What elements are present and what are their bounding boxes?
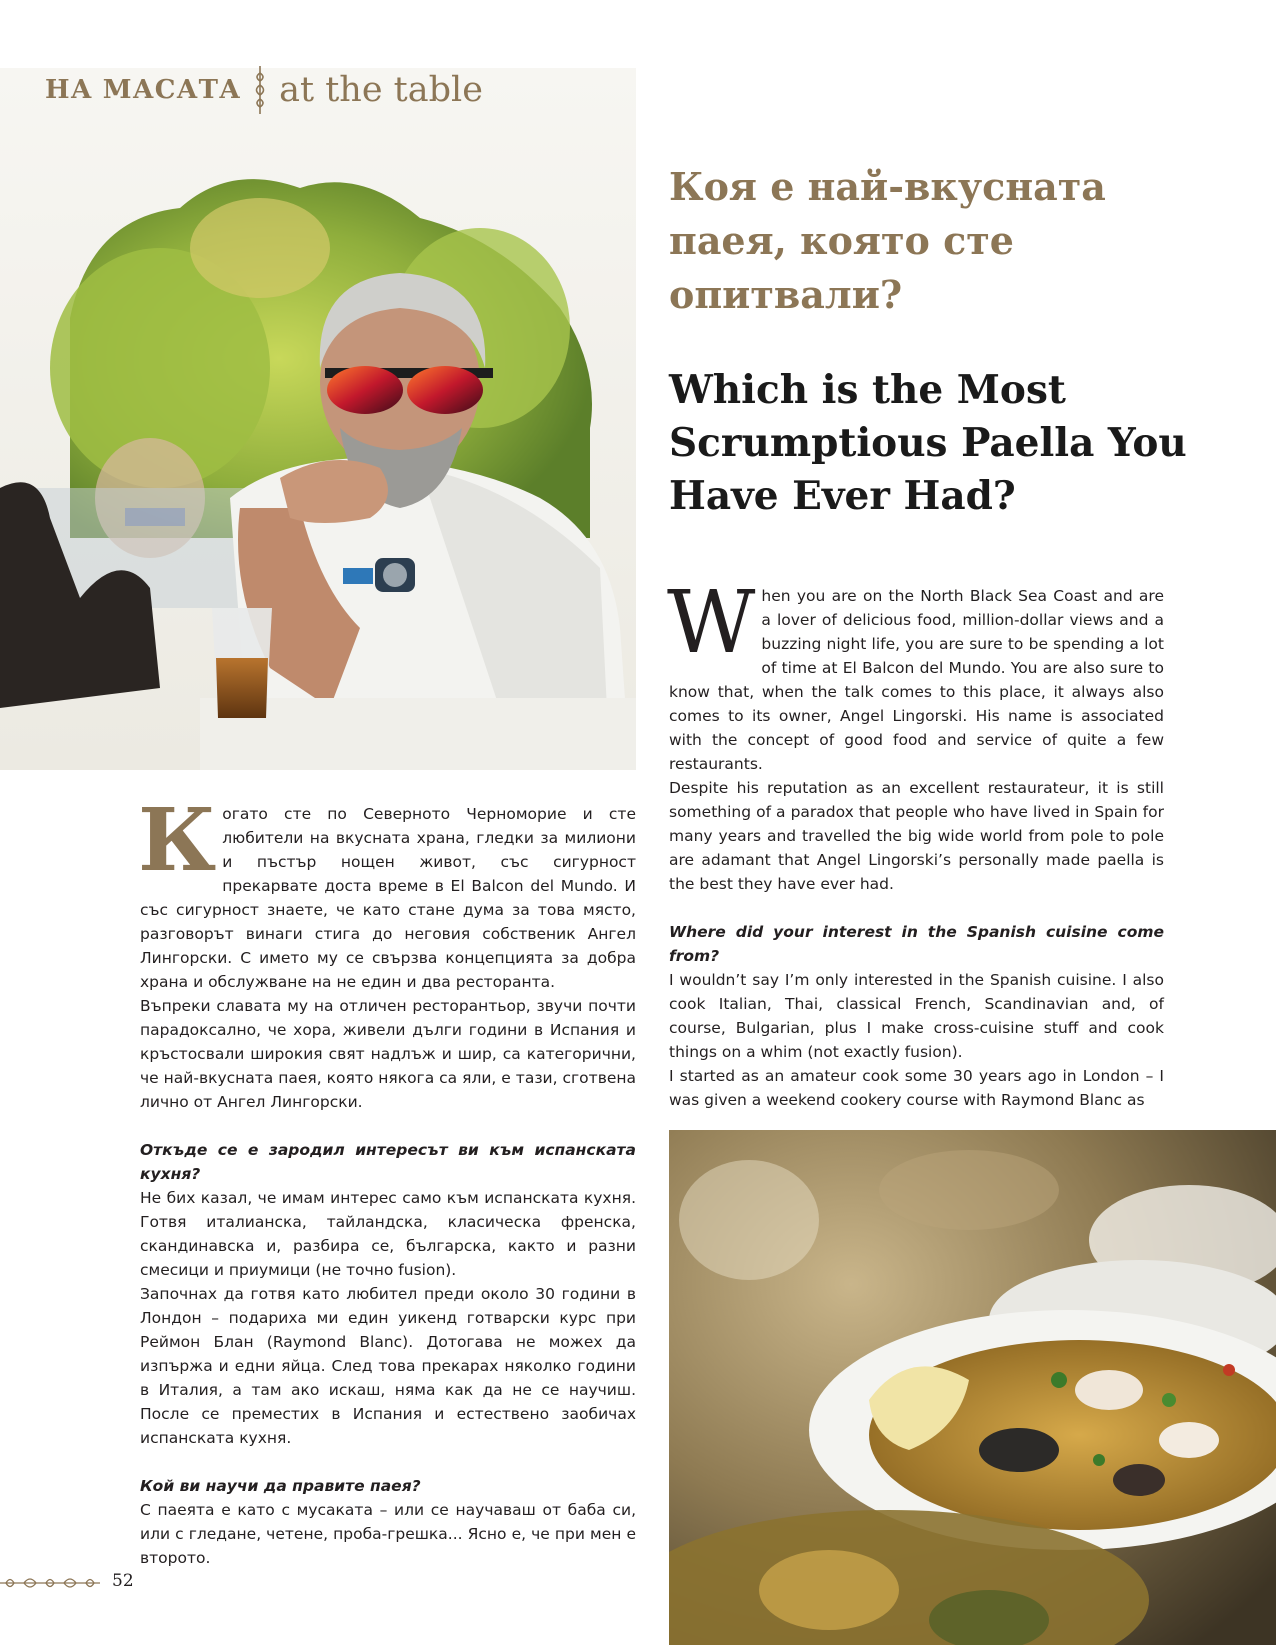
paragraph-bg-2: Въпреки славата му на отличен ресторантьор, звучи почти парадоксално, че хора, живели дълги години в Испания и кръстосвали широкия свят надлъж и шир, са категорични, че най-вкусната паея, която някога са яли, е тази, сготвена лично от Ангел Лингорски.	[140, 997, 636, 1111]
answer-bg-2: С паеята е като с мусаката – или се научаваш от баба си, или с гледане, четене, проба-грешка... Ясно е, че при мен е второто.	[140, 1501, 636, 1567]
portrait-photo	[0, 68, 636, 770]
paella-photo	[669, 1130, 1276, 1645]
headline-bg: Коя е най-вкусната паея, която сте опитвали?	[669, 164, 1106, 317]
answer-en-1: I wouldn’t say I’m only interested in the Spanish cuisine. I also cook Italian, Thai, classical French, Scandinavian and, of course, Bulgarian, plus I make cross-cuisine stuff and cook things on a whim (not exactly fusion).	[669, 971, 1164, 1061]
question-bg-2: Кой ви научи да правите паея?	[140, 1477, 421, 1495]
intro-text-en: hen you are on the North Black Sea Coast and are a lover of delicious food, million-dollar views and a buzzing night life, you are sure to be spending a lot of time at El Balcon del Mundo. You are also sure to know that, when the talk comes to this place, it always also comes to its owner, Angel Lingorski. His name is associated with the concept of good food and service of quite a few restaurants.	[669, 587, 1164, 773]
headline-en: Which is the Most Scrumptious Paella You Have Ever Had?	[669, 367, 1187, 519]
answer-bg-1b: Започнах да готвя като любител преди около 30 години в Лондон – подариха ми един уикенд готварски курс при Реймон Блан (Raymond Blanc). Дотогава не можех да изпържа и едни яйца. След това прекарах няколко години в Италия, а там ако искаш, няма как да не се научиш. После се преместих в Испания и естествено заобичах испанската кухня.	[140, 1285, 636, 1447]
border-ornament-icon	[0, 1572, 100, 1594]
question-en-1: Where did your interest in the Spanish cuisine come from?	[669, 923, 1164, 965]
intro-paragraph-bg	[138, 790, 636, 994]
question-bg-1: Откъде се е зародил интересът ви към испанската кухня?	[140, 1141, 636, 1183]
drop-cap-en: W	[667, 573, 756, 673]
section-header	[45, 62, 483, 118]
section-title-bg: НА МАСАТА	[45, 75, 242, 105]
page-number: 52	[112, 1571, 134, 1591]
intro-text-bg: огато сте по Северното Черноморие и сте любители на вкусната храна, гледки за милиони и пъстър нощен живот, със сигурност прекарвате доста време в El Balcon del Mundo. И със сигурност знаете, че като стане дума за това място, разговорът винаги стига до неговия собственик Ангел Лингорски. С името му се свързва концепцията за добра храна и обслужване на не един и два ресторанта.	[140, 805, 636, 991]
drop-cap-bg: К	[138, 790, 217, 891]
intro-paragraph-en	[667, 573, 1164, 776]
section-title-en: at the table	[279, 70, 483, 110]
article-column-en	[667, 573, 1164, 1112]
answer-bg-1: Не бих казал, че имам интерес само към испанската кухня. Готвя италианска, тайландска, класическа френска, скандинавска и, разбира се, българска, както и разни смесици и приумици (не точно fusion).	[140, 1189, 636, 1279]
vertical-ornament-icon	[251, 65, 269, 115]
article-column-bg	[138, 790, 636, 1570]
paragraph-en-2: Despite his reputation as an excellent restaurateur, it is still something of a paradox that people who have lived in Spain for many years and travelled the big wide world from pole to pole are adamant that Angel Lingorski’s personally made paella is the best they have ever had.	[669, 779, 1164, 893]
answer-en-1b: I started as an amateur cook some 30 years ago in London – I was given a weekend cookery course with Raymond Blanc as	[669, 1067, 1164, 1109]
